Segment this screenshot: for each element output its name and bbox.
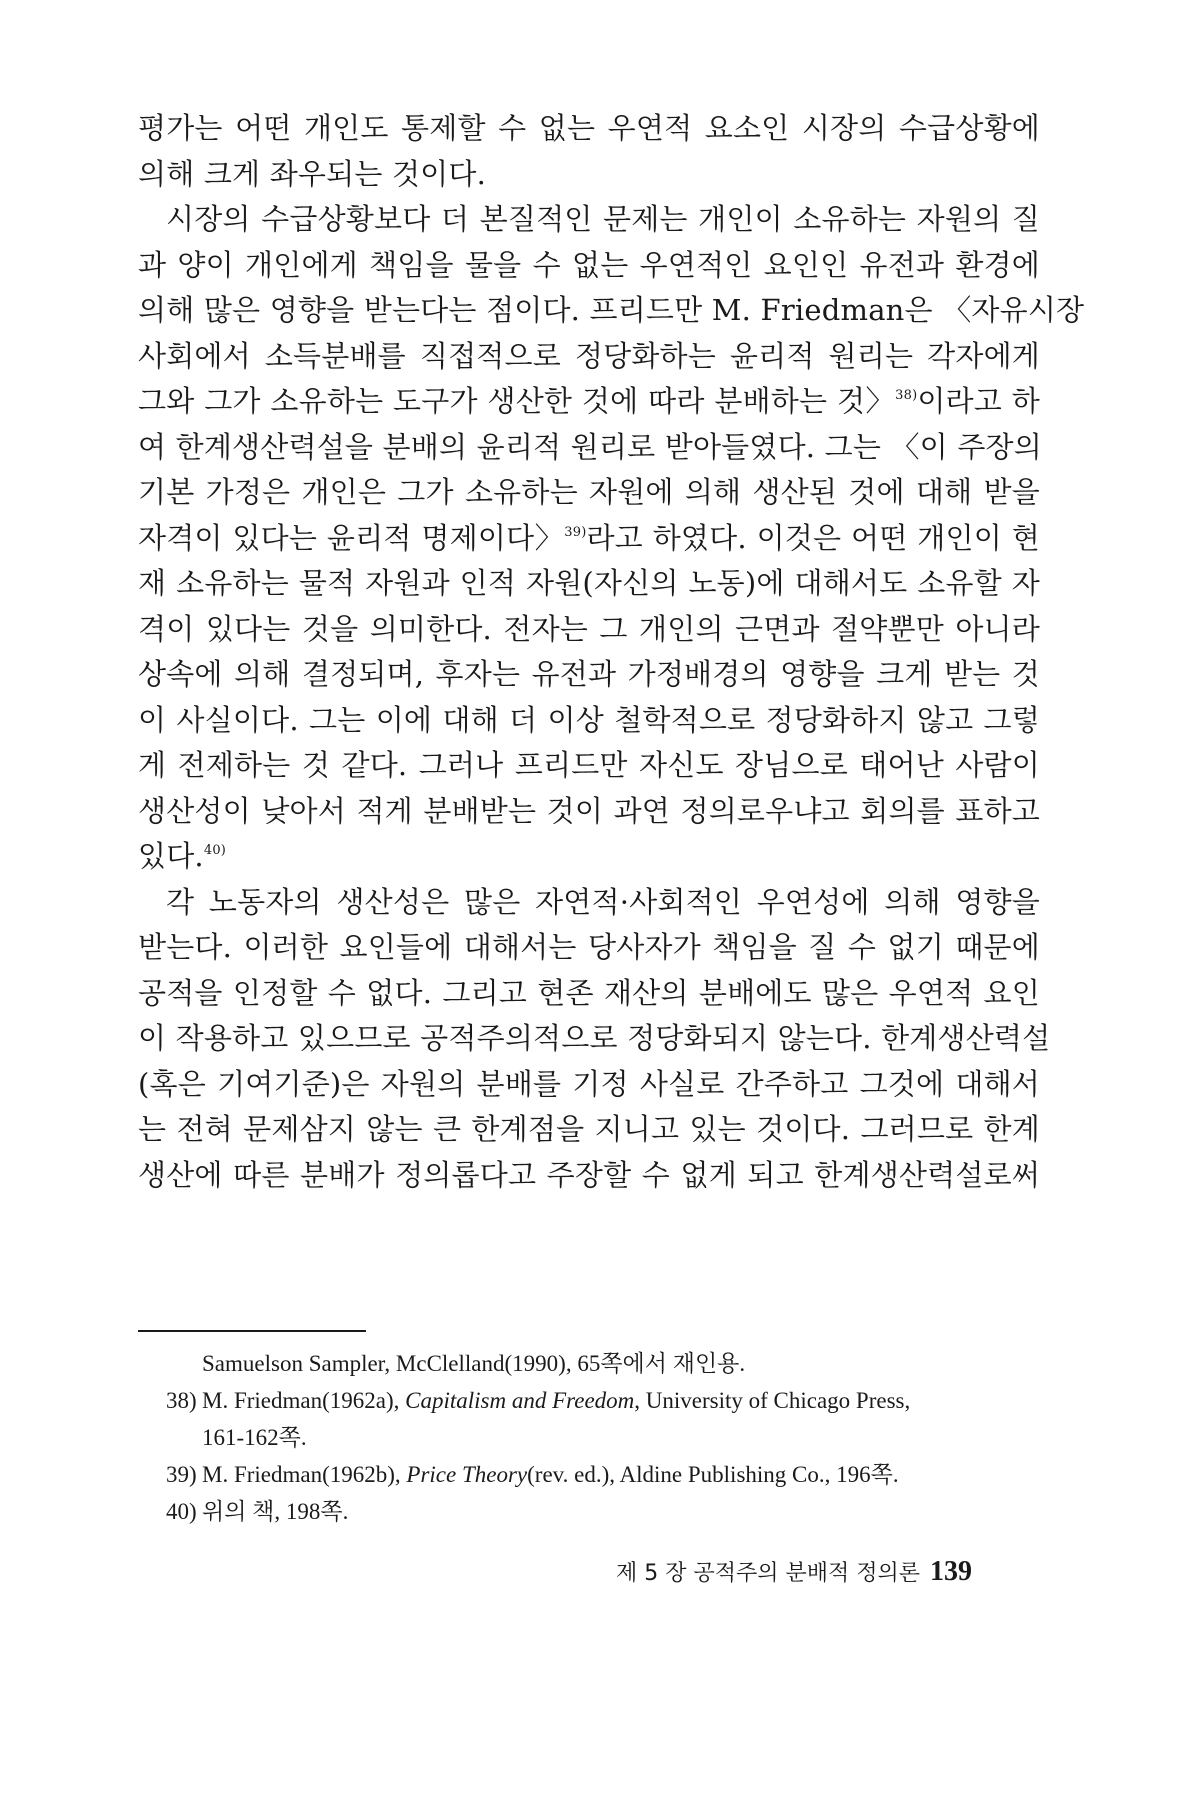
text-line: 시장의 수급상황보다 더 본질적인 문제는 개인이 소유하는 자원의 질 [166,202,1040,236]
footnote-text: 위의 책, 198쪽. [202,1499,349,1524]
footnote-text: M. Friedman(1962b), [202,1462,407,1487]
footnote-ref-40[interactable]: 40) [203,843,227,858]
footnote-ref-39[interactable]: 39) [564,524,587,540]
text-segment: 있다. [138,839,204,873]
text-line: 받는다. 이러한 요인들에 대해서는 당사자가 책임을 질 수 없기 때문에 [138,930,1040,964]
text-line: 과 양이 개인에게 책임을 물을 수 없는 우연적인 요인인 유전과 환경에 [138,247,1040,282]
chapter-title: 제 5 장 공적주의 분배적 정의론 [616,1561,920,1586]
text-line: 상속에 의해 결정되며, 후자는 유전과 가정배경의 영향을 크게 받는 것 [138,657,1040,691]
text-line: 는 전혀 문제삼지 않는 큰 한계점을 지니고 있는 것이다. 그러므로 한계 [138,1112,1040,1146]
footnote-text: (rev. ed.), Aldine Publishing Co., 196쪽. [527,1462,899,1487]
text-line: 게 전제하는 것 같다. 그러나 프리드만 자신도 장님으로 태어난 사람이 [138,748,1040,782]
page-number: 139 [930,1556,972,1587]
footnote-38 [166,1382,1042,1419]
text-segment: 자격이 있다는 윤리적 명제이다〉 [138,520,565,555]
book-title: Price Theory [406,1462,528,1487]
book-title: Capitalism and Freedom [405,1388,635,1413]
text-line: 이 사실이다. 그는 이에 대해 더 이상 철학적으로 정당화하지 않고 그렇 [138,702,1040,737]
text-segment: 그와 그가 소유하는 도구가 생산한 것에 따라 분배하는 것〉 [138,384,896,418]
footnote-number: 39) [166,1462,197,1487]
footnote-divider [138,1330,366,1332]
text-line: 생산성이 낮아서 적게 분배받는 것이 과연 정의로우냐고 회의를 표하고 [138,793,1040,828]
footnote-40 [166,1493,1042,1530]
text-line: 재 소유하는 물적 자원과 인적 자원(자신의 노동)에 대해서도 소유할 자 [138,566,1040,600]
text-segment: 라고 하였다. 이것은 어떤 개인이 현 [586,520,1040,555]
text-line: 의해 많은 영향을 받는다는 점이다. 프리드만 M. Friedman은 〈자유시장 [138,293,1085,327]
text-line: 기본 가정은 개인은 그가 소유하는 자원에 의해 생산된 것에 대해 받을 [138,475,1040,509]
running-footer [616,1556,972,1588]
text-line: 의해 크게 좌우되는 것이다. [138,156,487,191]
footnote-38-continuation: 161-162쪽. [202,1425,307,1450]
text-segment: 이라고 하 [917,384,1040,418]
text-line [138,834,1040,880]
footnote-number: 38) [166,1388,197,1413]
body-text [138,106,1085,1198]
text-line: 사회에서 소득분배를 직접적으로 정당화하는 윤리적 원리는 각자에게 [138,338,1040,373]
text-line: 격이 있다는 것을 의미한다. 전자는 그 개인의 근면과 절약뿐만 아니라 [138,611,1040,646]
text-line: 생산에 따른 분배가 정의롭다고 주장할 수 없게 되고 한계생산력설로써 [138,1157,1040,1192]
footnote-continuation: Samuelson Sampler, McClelland(1990), 65쪽에서 재인용. [202,1351,746,1376]
text-line: 여 한계생산력설을 분배의 윤리적 원리로 받아들였다. 그는 〈이 주장의 [138,429,1042,464]
text-line: 평가는 어떤 개인도 통제할 수 없는 우연적 요소인 시장의 수급상황에 [138,111,1040,145]
footnote-text: , University of Chicago Press, [634,1388,911,1413]
footnote-text: M. Friedman(1962a), [202,1388,406,1413]
text-line [138,516,1040,562]
text-line: 공적을 인정할 수 없다. 그리고 현존 재산의 분배에도 많은 우연적 요인 [138,975,1040,1010]
text-line: 각 노동자의 생산성은 많은 자연적·사회적인 우연성에 의해 영향을 [166,884,1040,919]
text-line [138,379,1040,425]
text-line: (혹은 기여기준)은 자원의 분배를 기정 사실로 간주하고 그것에 대해서 [138,1066,1040,1101]
footnotes [166,1345,1042,1530]
footnote-39 [166,1456,1042,1493]
footnote-ref-38[interactable]: 38) [895,388,918,403]
footnote-number: 40) [166,1499,197,1524]
text-line: 이 작용하고 있으므로 공적주의적으로 정당화되지 않는다. 한계생산력설 [138,1021,1051,1055]
